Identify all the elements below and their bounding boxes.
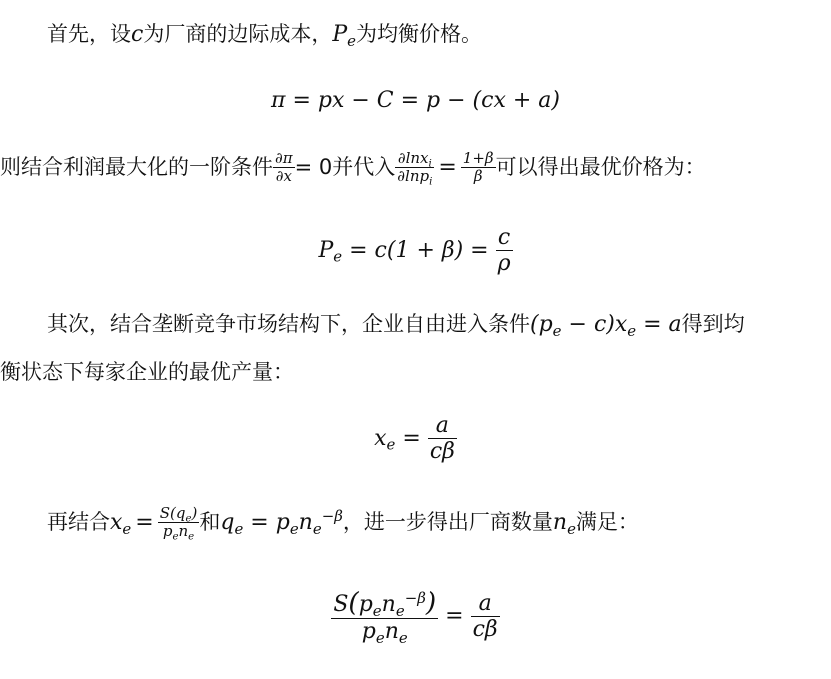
fraction-a-cbeta: $\frac{a}{c\beta}$ — [429, 413, 455, 465]
text: ，进一步得出厂商数量 — [342, 509, 553, 534]
math-var: $P_e$ — [332, 22, 356, 50]
math-expr: $(p_e - c)x_e = a$ — [530, 312, 682, 340]
fraction-c-rho: $\frac{c}{\rho}$ — [497, 225, 511, 277]
fraction-a-cbeta-2: $\frac{a}{c\beta}$ — [472, 590, 498, 642]
text: 为厂商的边际成本， — [143, 22, 333, 46]
fraction-S-over-pn: $\frac{S(p_en_e^{-\beta})}{p_en_e}$ — [333, 587, 437, 648]
equation-firm-count: $\frac{S(p_en_e^{-\beta})}{p_en_e}$ = $\frac{a}{c\beta}$ — [333, 587, 498, 648]
fraction-elasticity: $\frac{\partial\ln x_i}{\partial\ln p_i}$ — [397, 149, 433, 188]
equals: = — [438, 154, 457, 180]
text: 首先，设 — [47, 22, 131, 46]
text: 和 — [199, 509, 221, 534]
text: 可以得出最优价格为： — [495, 154, 706, 179]
equation-profit: π = px − C = p − (cx + a) — [271, 88, 560, 113]
math-var: $n_e$ — [552, 509, 576, 538]
paragraph-4 — [47, 505, 639, 541]
text: 其次，结合垄断竞争市场结构下，企业自由进入条件 — [47, 312, 530, 336]
paragraph-3-continued: 衡状态下每家企业的最优产量： — [0, 360, 294, 384]
fraction-beta: $\frac{1+\beta}{\beta}$ — [462, 149, 494, 186]
paragraph-3 — [47, 312, 745, 340]
text: 则结合利润最大化的一阶条件 — [0, 154, 273, 179]
equation-price: $P_e = c(1 + \beta)$ = $\frac{c}{\rho}$ — [318, 225, 511, 277]
equation-output: $x_e$ = $\frac{a}{c\beta}$ — [374, 413, 455, 465]
text: = 0并代入 — [294, 154, 396, 179]
math-expr: $q_e = p_en_e^{-\beta}$ — [220, 506, 343, 538]
text: 得到均 — [681, 312, 745, 336]
fraction-dpi-dx: $\frac{\partial\pi}{\partial x}$ — [275, 149, 293, 186]
text: 再结合 — [47, 509, 110, 534]
math-var: c — [131, 22, 144, 47]
equals: = — [135, 509, 154, 535]
text: 为均衡价格。 — [356, 22, 482, 46]
math-var: $x_e$ — [110, 509, 132, 538]
paragraph-2 — [0, 150, 706, 186]
text: 满足： — [575, 509, 639, 534]
paragraph-1 — [47, 22, 482, 50]
fraction-S-q-over-pn: $\frac{S(q_e)}{p_en_e}$ — [159, 504, 198, 543]
